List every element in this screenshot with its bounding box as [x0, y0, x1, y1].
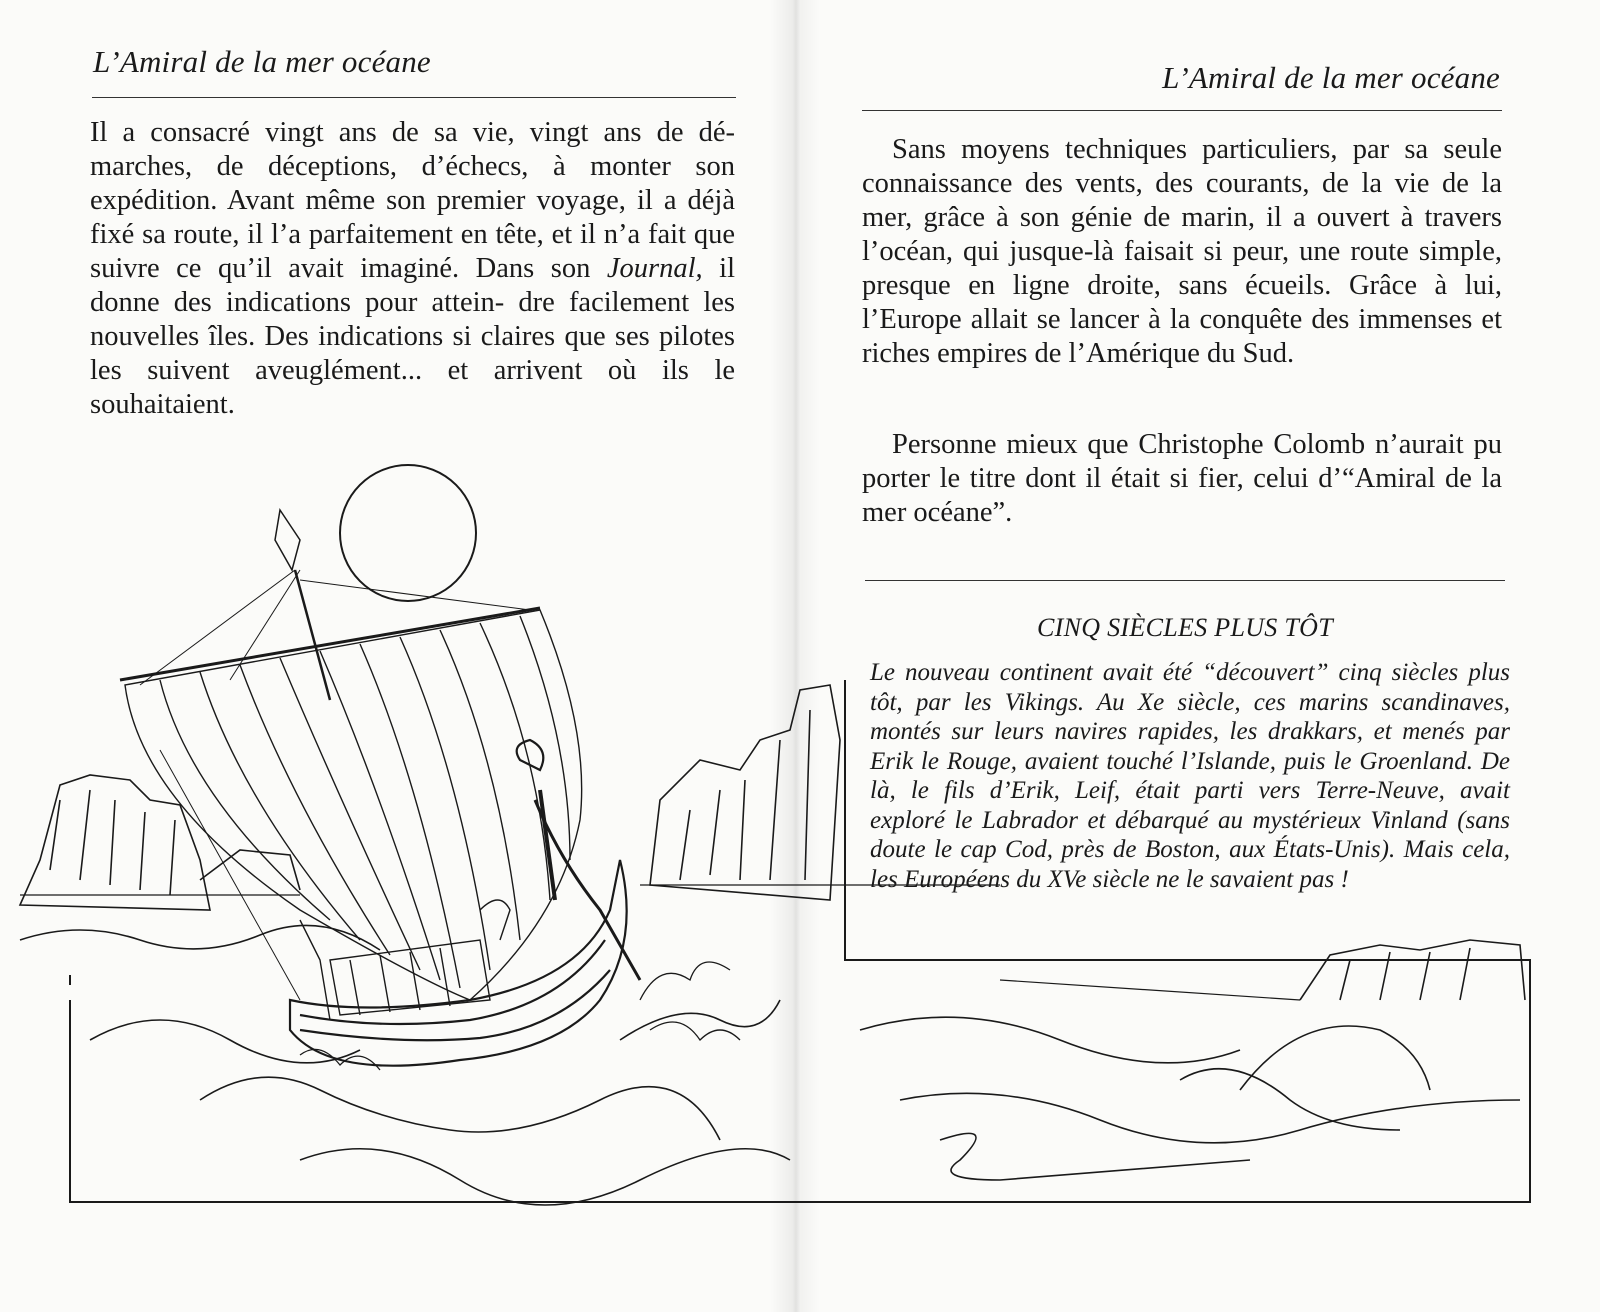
left-cliffs	[20, 775, 300, 910]
illustration-frame	[70, 680, 1530, 1202]
line-9: et arrivent où ils le souhaitaient.	[90, 355, 736, 420]
line-5: n’a fait que suivre ce qu’il avait imaginé. Dans	[90, 219, 735, 284]
ship-deck	[300, 900, 510, 1020]
left-header-rule	[92, 97, 736, 98]
horizon	[20, 885, 1300, 1000]
sidebar-text: Le nouveau continent avait été “découvert” cinq siècles plus tôt, par les Vikings. Au Xe siècle, ces marins scandinaves, montés sur leurs navires rapides, les drakkars, et menés par Erik le Rouge, avaient touché l’Islande, puis le Groenland. De là, le fils d’Erik, Leif, était parti vers Terre-Neuve, avait exploré le Labrador et débarqué au mystérieux Vinland (sans doute le cap Cod, près de Boston, aux États-Unis). Mais cela, les Européens du XVe siècle ne le savaient pas !	[870, 659, 1510, 893]
right-paragraph-2: Personne mieux que Christophe Colomb n’aurait pu porter le titre dont il était si fier, celui d’“Amiral de la mer océane”.	[862, 429, 1502, 528]
ship-hull	[290, 740, 640, 1066]
moon	[340, 465, 476, 601]
sidebar-title: CINQ SIÈCLES PLUS TÔT	[1037, 613, 1333, 642]
line-6b: il donne des indications pour attein-	[90, 253, 736, 318]
line-3: expédition. Avant même son premier voyage, il a	[90, 185, 677, 216]
right-running-head: L’Amiral de la mer océane	[1162, 60, 1500, 95]
line-8: si claires que ses pilotes les suivent aveuglément...	[90, 321, 735, 386]
ship-mast	[120, 510, 540, 700]
left-running-head: L’Amiral de la mer océane	[93, 44, 431, 79]
waves	[20, 925, 1520, 1205]
left-paragraph	[90, 116, 735, 422]
line-1: Il a consacré vingt ans de sa vie, vingt ans de dé-	[90, 117, 735, 148]
right-cliffs	[650, 685, 1525, 1090]
right-header-rule	[862, 110, 1502, 111]
viking-ship-illustration	[0, 440, 1600, 1312]
right-paragraph-1: Sans moyens techniques particuliers, par sa seule connaissance des vents, des courants, de la vie de la mer, grâce à son génie de marin, il a ouvert à travers l’océan, qui jusque-là faisait si peur, une route simple, presque en ligne droite, sans écueils. Grâce à lui, l’Europe allait se lancer à la conquête des immenses et riches empires de l’Amérique du Sud.	[862, 134, 1502, 369]
line-7: dre facilement les nouvelles îles. Des indications	[90, 287, 736, 352]
line-6a: son	[550, 253, 607, 284]
journal-title: Journal,	[606, 253, 703, 284]
line-2: marches, de déceptions, d’échecs, à monter son	[90, 151, 735, 182]
line-4: déjà fixé sa route, il l’a parfaitement en tête, et il	[90, 185, 735, 250]
